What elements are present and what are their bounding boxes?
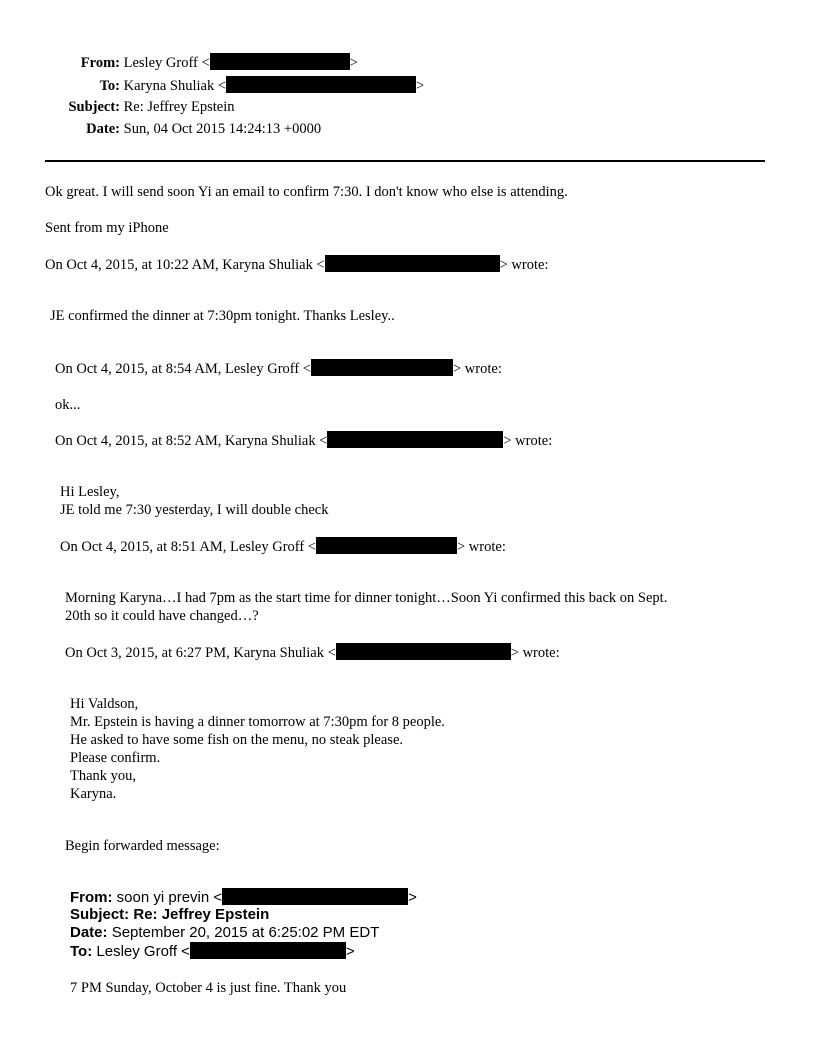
forwarded-from-name: soon yi previn < [116,889,223,906]
quote-header-prefix: On Oct 4, 2015, at 8:54 AM, Lesley Groff < [55,361,311,377]
redaction-bar [190,942,346,959]
forwarded-subject-row [70,906,269,924]
forwarded-to-close: > [345,943,355,960]
forwarded-from-label: From: [70,889,113,906]
quote-header-prefix: On Oct 4, 2015, at 8:52 AM, Karyna Shuliak < [55,433,328,449]
quote-text-5 [70,695,445,803]
quote-text-1: JE confirmed the dinner at 7:30pm tonight. Thanks Lesley.. [50,308,395,324]
forwarded-date-value: September 20, 2015 at 6:25:02 PM EDT [111,924,380,941]
quote-text-4 [65,589,667,625]
header-subject-row [0,98,235,116]
quote-header-4 [60,537,506,556]
body-line-1: Ok great. I will send soon Yi an email to confirm 7:30. I don't know who else is attending. [45,184,568,200]
subject-label: Subject: [68,99,120,115]
redaction-bar [311,359,453,376]
quote-header-prefix: On Oct 4, 2015, at 10:22 AM, Karyna Shuliak < [45,257,325,273]
quote-header-2 [55,359,502,378]
header-to-row: To: Karyna Shuliak < > [0,76,424,95]
quote-line: Please confirm. [70,750,161,766]
quote-line: Thank you, [70,768,137,784]
from-label: From: [80,55,120,71]
quote-header-prefix: On Oct 3, 2015, at 6:27 PM, Karyna Shuliak < [65,645,336,661]
quote-header-5 [65,643,560,662]
forwarded-to-row [70,942,355,961]
header-from-row: From: Lesley Groff < > [0,53,358,72]
header-divider [45,160,765,162]
quote-line: He asked to have some fish on the menu, no steak please. [70,732,404,748]
header-date-row [0,120,321,138]
forwarded-subject-value: Re: Jeffrey Epstein [133,906,270,923]
quote-text-2: ok... [55,397,81,413]
redaction-bar [325,255,500,272]
redaction-bar [226,76,416,93]
forwarded-from-close: > [408,889,417,906]
forwarded-from-row [70,888,417,907]
body-signature: Sent from my iPhone [45,220,169,236]
quote-header-suffix: > wrote: [453,361,502,377]
quote-line: Hi Lesley, [60,484,120,500]
forwarded-to-label: To: [70,943,93,960]
redaction-bar [222,888,408,905]
quote-header-suffix: > wrote: [499,257,549,273]
date-label: Date: [86,121,120,137]
quote-header-suffix: > wrote: [503,433,553,449]
forwarded-date-row [70,924,379,942]
quote-line: Mr. Epstein is having a dinner tomorrow at 7:30pm for 8 people. [70,714,445,730]
quote-header-suffix: > wrote: [510,645,560,661]
quote-line: JE told me 7:30 yesterday, I will double check [60,502,329,518]
to-label: To: [99,78,120,94]
quote-text-3 [60,483,328,519]
forwarded-intro: Begin forwarded message: [65,838,220,854]
forwarded-date-label: Date: [70,924,108,941]
quote-header-1 [45,255,548,274]
redaction-bar [336,643,511,660]
quote-header-3 [55,431,552,450]
redaction-bar [327,431,503,448]
forwarded-subject-label: Subject: [70,906,130,923]
forwarded-body: 7 PM Sunday, October 4 is just fine. Thank you [70,980,347,996]
quote-line: 20th so it could have changed…? [65,608,259,624]
forwarded-to-name: Lesley Groff < [96,943,190,960]
quote-line: Morning Karyna…I had 7pm as the start time for dinner tonight…Soon Yi confirmed this back on Sept. [65,590,668,606]
to-name: Karyna Shuliak [123,78,215,94]
from-name: Lesley Groff [123,55,198,71]
quote-header-suffix: > wrote: [457,539,506,555]
quote-line: Hi Valdson, [70,696,139,712]
redaction-bar [316,537,457,554]
redaction-bar [210,53,350,70]
date-value: Sun, 04 Oct 2015 14:24:13 +0000 [123,121,322,137]
subject-value: Re: Jeffrey Epstein [123,99,235,115]
quote-header-prefix: On Oct 4, 2015, at 8:51 AM, Lesley Groff < [60,539,316,555]
quote-line: Karyna. [70,786,117,802]
